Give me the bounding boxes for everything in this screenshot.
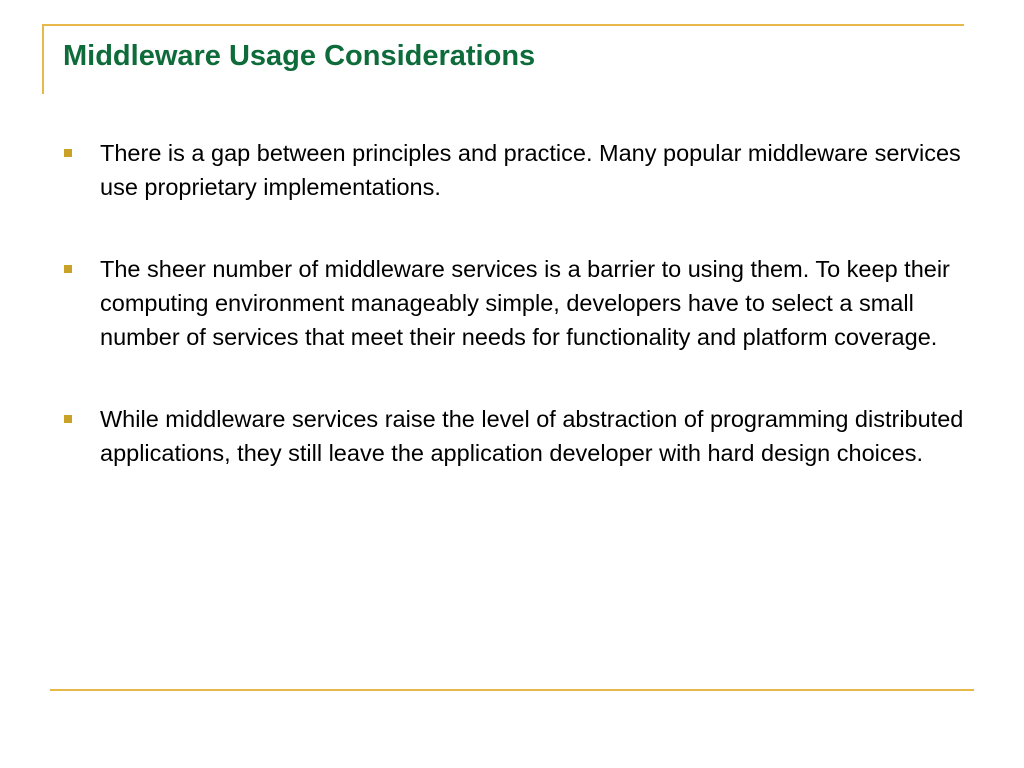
slide-title: Middleware Usage Considerations <box>63 40 536 72</box>
top-rule <box>42 24 964 26</box>
bullet-item <box>62 252 982 354</box>
left-rule <box>42 24 44 94</box>
bullet-text: There is a gap between principles and practice. Many popular middleware services use proprietary implementations. <box>100 140 961 200</box>
bullet-item <box>62 136 982 204</box>
bullet-text: While middleware services raise the level of abstraction of programming distributed applications, they still leave the application developer with hard design choices. <box>100 406 964 466</box>
bullet-item <box>62 402 982 470</box>
bottom-rule <box>50 689 974 691</box>
bullet-list <box>62 136 982 470</box>
square-bullet-icon <box>64 149 72 157</box>
square-bullet-icon <box>64 415 72 423</box>
square-bullet-icon <box>64 265 72 273</box>
bullet-text: The sheer number of middleware services is a barrier to using them. To keep their computing environment manageably simple, developers have to select a small number of services that meet their needs for functionality and platform coverage. <box>100 256 950 350</box>
